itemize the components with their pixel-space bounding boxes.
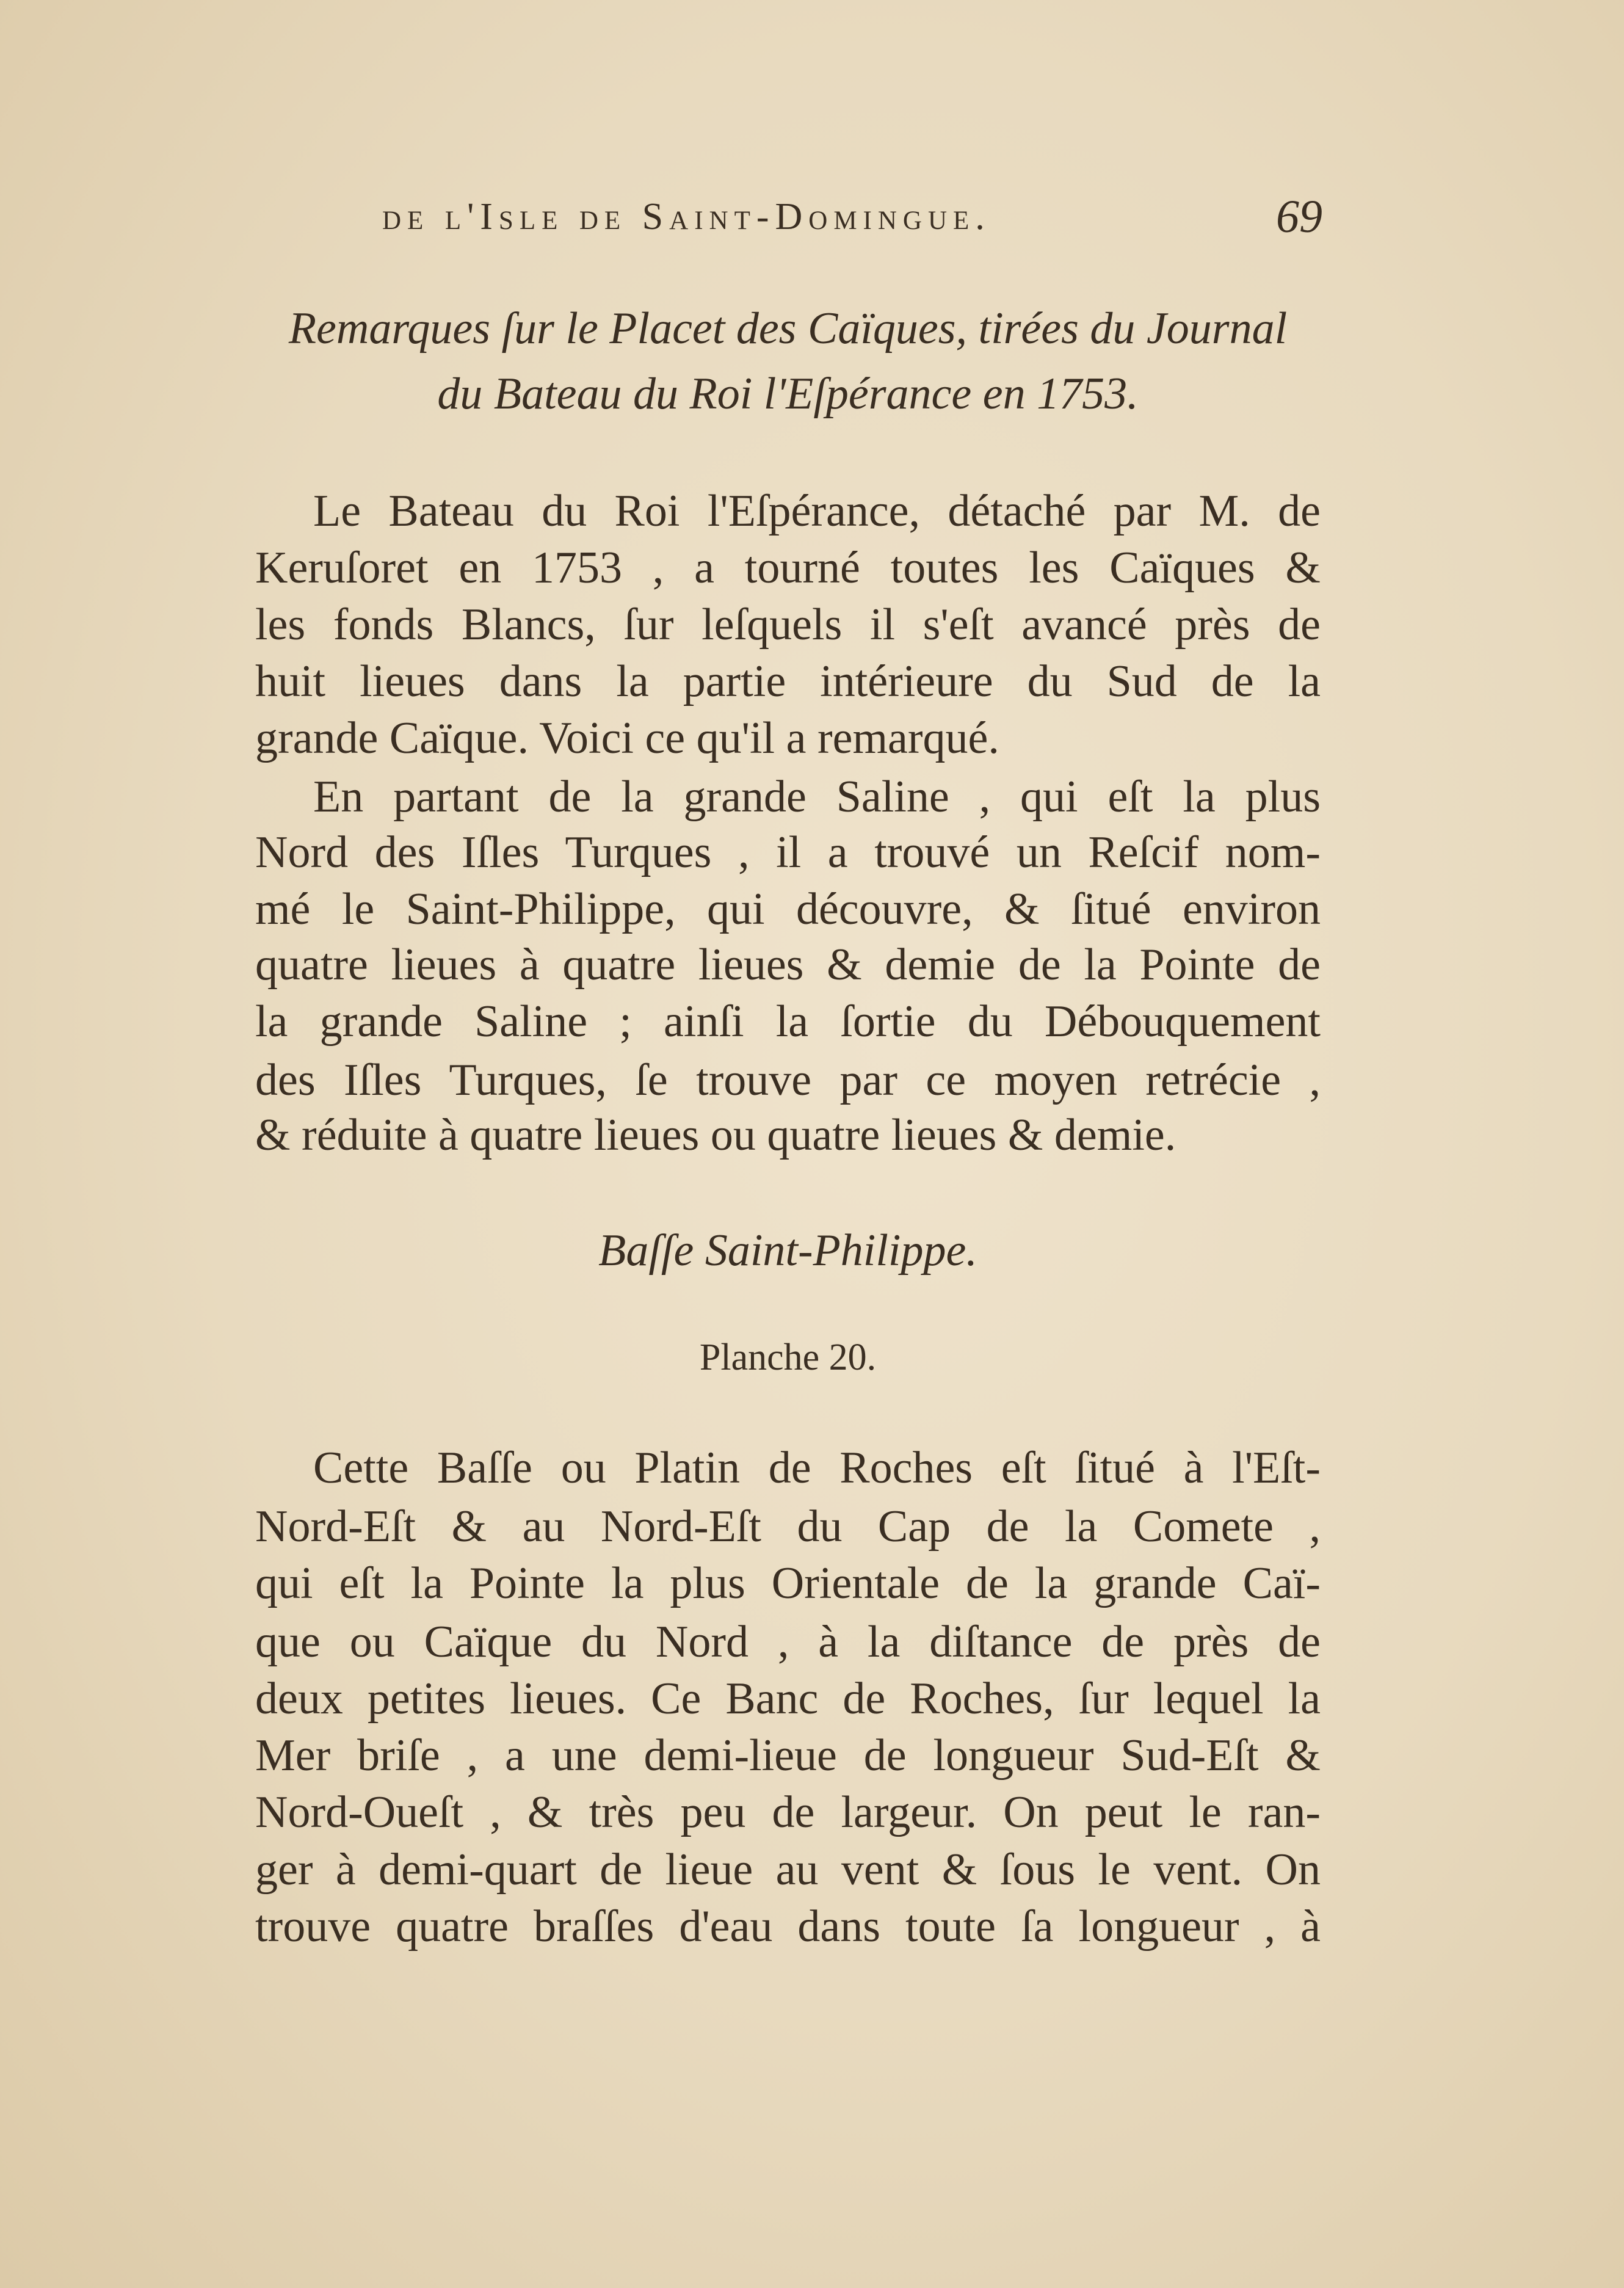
section-title-line: du Bateau du Roi l'Eſpérance en 1753. — [437, 369, 1139, 419]
text-line: les fonds Blancs, ſur leſquels il s'eſt avancé près de — [255, 600, 1321, 650]
text-line: huit lieues dans la partie intérieure du Sud de la — [255, 656, 1321, 706]
subheading: Baſſe Saint-Philippe. — [598, 1226, 977, 1276]
plate-reference: Planche 20. — [699, 1337, 877, 1378]
text-line: Nord-Eſt & au Nord-Eſt du Cap de la Comete , — [255, 1502, 1321, 1552]
text-line: Nord des Iſles Turques , il a trouvé un Reſcif nom- — [255, 827, 1321, 877]
text-line: que ou Caïque du Nord , à la diſtance de près de — [255, 1617, 1321, 1667]
text-line: En partant de la grande Saline , qui eſt la plus — [313, 772, 1321, 822]
running-title: de l'Isle de Saint-Domingue. — [382, 196, 991, 238]
text-line: deux petites lieues. Ce Banc de Roches, ſur lequel la — [255, 1674, 1321, 1724]
text-line: Cette Baſſe ou Platin de Roches eſt ſitué à l'Eſt- — [313, 1443, 1321, 1493]
text-line: Le Bateau du Roi l'Eſpérance, détaché par M. de — [313, 486, 1321, 536]
text-line: mé le Saint-Philippe, qui découvre, & ſitué environ — [255, 884, 1321, 934]
page-number: 69 — [1276, 191, 1322, 242]
text-line: Keruſoret en 1753 , a tourné toutes les Caïques & — [255, 543, 1321, 593]
text-line: la grande Saline ; ainſi la ſortie du Débouquement — [255, 997, 1321, 1047]
text-line: qui eſt la Pointe la plus Orientale de la grande Caï- — [255, 1558, 1321, 1608]
text-line: Nord-Oueſt , & très peu de largeur. On peut le ran- — [255, 1787, 1321, 1837]
running-head — [382, 189, 1322, 244]
text-line: des Iſles Turques, ſe trouve par ce moyen retrécie , — [255, 1055, 1321, 1105]
text-line: grande Caïque. Voici ce qu'il a remarqué. — [255, 713, 999, 763]
text-line: ger à demi-quart de lieue au vent & ſous le vent. On — [255, 1845, 1321, 1895]
text-line: Mer briſe , a une demi-lieue de longueur Sud-Eſt & — [255, 1731, 1321, 1781]
text-line: quatre lieues à quatre lieues & demie de la Pointe de — [255, 940, 1321, 990]
text-line: trouve quatre braſſes d'eau dans toute ſa longueur , à — [255, 1901, 1321, 1952]
section-title-line: Remarques ſur le Placet des Caïques, tirées du Journal — [288, 303, 1288, 354]
text-line: & réduite à quatre lieues ou quatre lieues & demie. — [255, 1110, 1176, 1160]
